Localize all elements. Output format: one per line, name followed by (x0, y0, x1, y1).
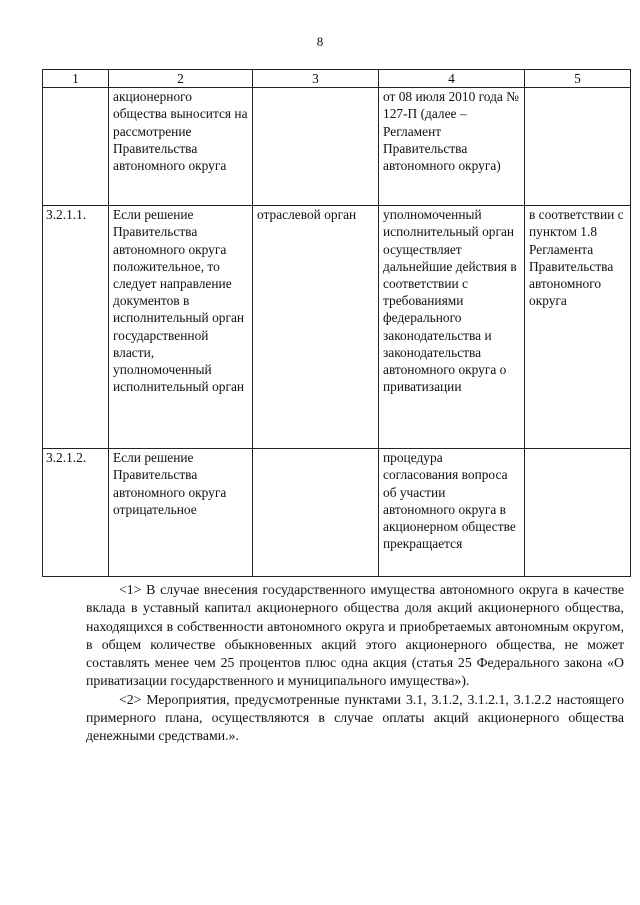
responsible-cell: отраслевой орган (253, 206, 379, 449)
action-cell: акционерного общества выносится на рассмотрение Правительства автономного округа (109, 88, 253, 206)
table-row (43, 449, 631, 577)
action-cell: Если решение Правительства автономного округа отрицательное (109, 449, 253, 577)
column-header: 1 (43, 70, 109, 88)
column-header: 2 (109, 70, 253, 88)
result-cell: процедура согласования вопроса об участии автономного округа в акционерном обществе прекращается (379, 449, 525, 577)
responsible-cell (253, 449, 379, 577)
column-header: 5 (525, 70, 631, 88)
table-header-row (43, 70, 631, 88)
page-number: 8 (316, 34, 324, 49)
basis-cell (525, 449, 631, 577)
row-number-cell (43, 88, 109, 206)
footnote-1: <1> В случае внесения государственного имущества автономного округа в качестве вклада в уставный капитал акционерного общества доля акций акционерного общества, находящихся в собственности автономного округа и приобретаемых автономным округом, в общем количестве обыкновенных акций этого акционерного общества, не может составлять менее чем 25 процентов плюс одна акция (статья 25 Федерального закона «О приватизации государственного и муниципального имущества»). (86, 582, 624, 689)
result-cell: от 08 июля 2010 года № 127-П (далее – Регламент Правительства автономного округа) (379, 88, 525, 206)
result-cell: уполномоченный исполнительный орган осуществляет дальнейшие действия в соответствии с требованиями федерального законодательства и законодательства автономного округа о приватизации (379, 206, 525, 449)
plan-table (42, 69, 631, 577)
action-cell: Если решение Правительства автономного округа положительное, то следует направление документов в исполнительный орган государственной власти, уполномоченный исполнительный орган (109, 206, 253, 449)
footnote-2: <2> Мероприятия, предусмотренные пунктами 3.1, 3.1.2, 3.1.2.1, 3.1.2.2 настоящего примерного плана, осуществляются в случае оплаты акций акционерного общества денежными средствами.». (86, 691, 624, 744)
table-row (43, 88, 631, 206)
column-header: 4 (379, 70, 525, 88)
basis-cell: в соответствии с пунктом 1.8 Регламента Правительства автономного округа (525, 206, 631, 449)
responsible-cell (253, 88, 379, 206)
row-number-cell: 3.2.1.1. (43, 206, 109, 449)
table-row (43, 206, 631, 449)
row-number-cell: 3.2.1.2. (43, 449, 109, 577)
column-header: 3 (253, 70, 379, 88)
basis-cell (525, 88, 631, 206)
footnotes (86, 581, 624, 746)
